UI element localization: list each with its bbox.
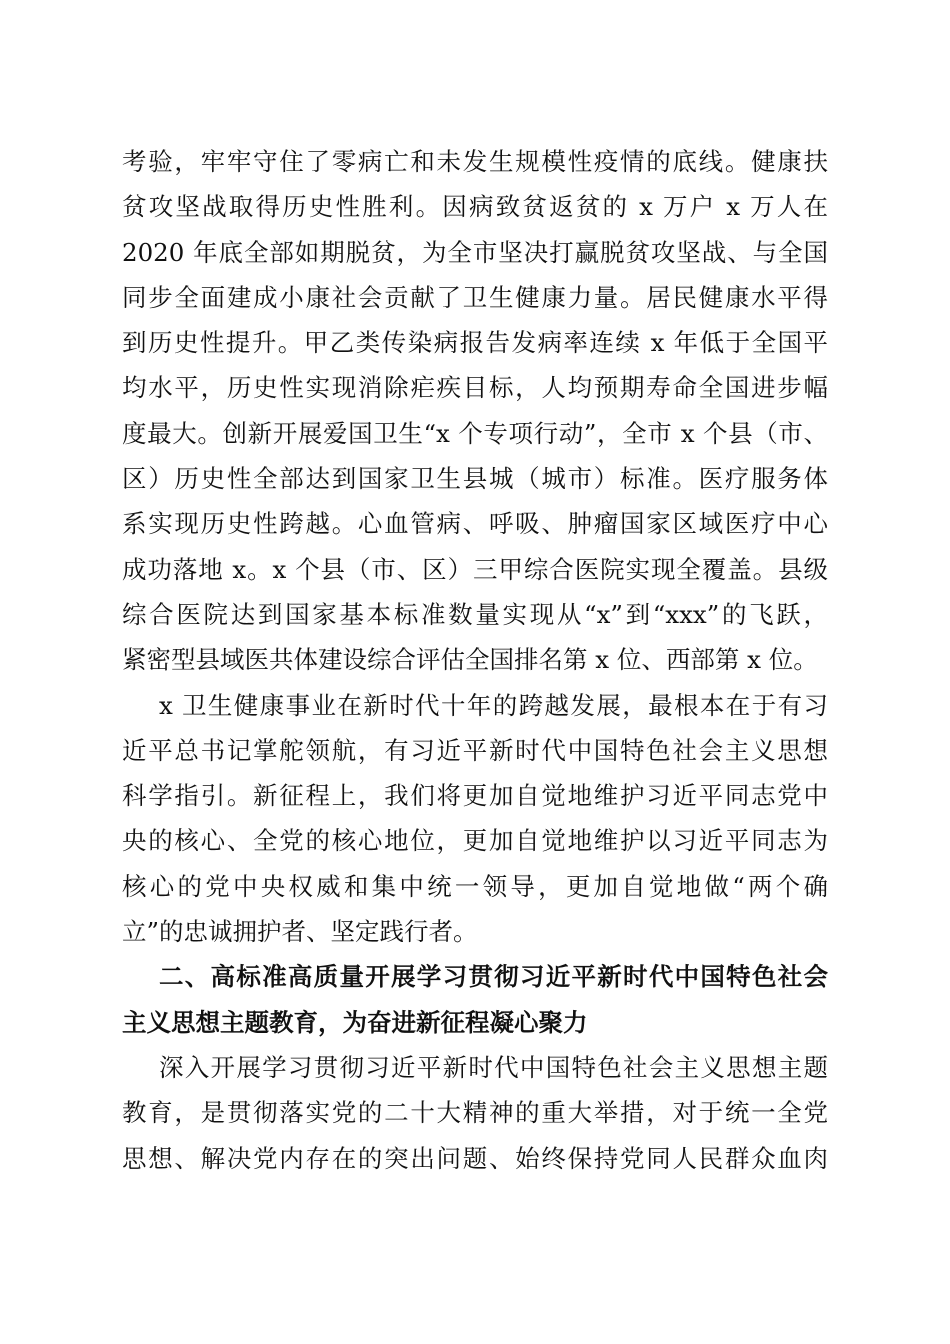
text-line: 紧密型县域医共体建设综合评估全国排名第 x 位、西部第 x 位。: [122, 645, 818, 675]
document-body: [122, 139, 828, 1181]
heading-line: 二、高标准高质量开展学习贯彻习近平新时代中国特色社会: [159, 962, 828, 992]
paragraph-health-achievements: [122, 139, 828, 683]
text-line: 思想、解决党内存在的突出问题、始终保持党同人民群众血肉: [122, 1143, 828, 1173]
text-line: 到历史性提升。甲乙类传染病报告发病率连续 x 年低于全国平: [122, 328, 828, 358]
text-line: 区）历史性全部达到国家卫生县城（城市）标准。医疗服务体: [122, 464, 828, 494]
text-line: 深入开展学习贯彻习近平新时代中国特色社会主义思想主题: [159, 1052, 828, 1082]
text-line: 2020 年底全部如期脱贫，为全市坚决打赢脱贫攻坚战、与全国: [122, 237, 828, 267]
heading-line: 主义思想主题教育，为奋进新征程凝心聚力: [122, 1007, 588, 1037]
text-line: 系实现历史性跨越。心血管病、呼吸、肿瘤国家区域医疗中心: [122, 509, 828, 539]
section-heading: [122, 954, 828, 1045]
text-line: 考验，牢牢守住了零病亡和未发生规模性疫情的底线。健康扶: [122, 147, 828, 176]
text-line: 科学指引。新征程上，我们将更加自觉地维护习近平同志党中: [122, 781, 828, 811]
text-line: 核心的党中央权威和集中统一领导，更加自觉地做“两个确: [122, 871, 828, 901]
paragraph-leadership: [122, 683, 828, 955]
text-line: 央的核心、全党的核心地位，更加自觉地维护以习近平同志为: [122, 826, 828, 856]
text-line: 近平总书记掌舵领航，有习近平新时代中国特色社会主义思想: [122, 735, 828, 765]
text-line: 均水平，历史性实现消除疟疾目标，人均预期寿命全国进步幅: [122, 373, 828, 403]
text-line: 度最大。创新开展爱国卫生“x 个专项行动”，全市 x 个县（市、: [122, 418, 828, 448]
paragraph-theme-education: [122, 1045, 828, 1181]
text-line: 立”的忠诚拥护者、坚定践行者。: [122, 917, 478, 947]
text-line: 贫攻坚战取得历史性胜利。因病致贫返贫的 x 万户 x 万人在: [122, 192, 828, 222]
text-line: 同步全面建成小康社会贡献了卫生健康力量。居民健康水平得: [122, 282, 828, 312]
text-line: 教育，是贯彻落实党的二十大精神的重大举措，对于统一全党: [122, 1098, 828, 1128]
text-line: 成功落地 x。x 个县（市、区）三甲综合医院实现全覆盖。县级: [122, 554, 828, 584]
text-line: 综合医院达到国家基本标准数量实现从“x”到“xxx”的飞跃，: [122, 599, 828, 629]
text-line: x 卫生健康事业在新时代十年的跨越发展，最根本在于有习: [159, 690, 828, 720]
